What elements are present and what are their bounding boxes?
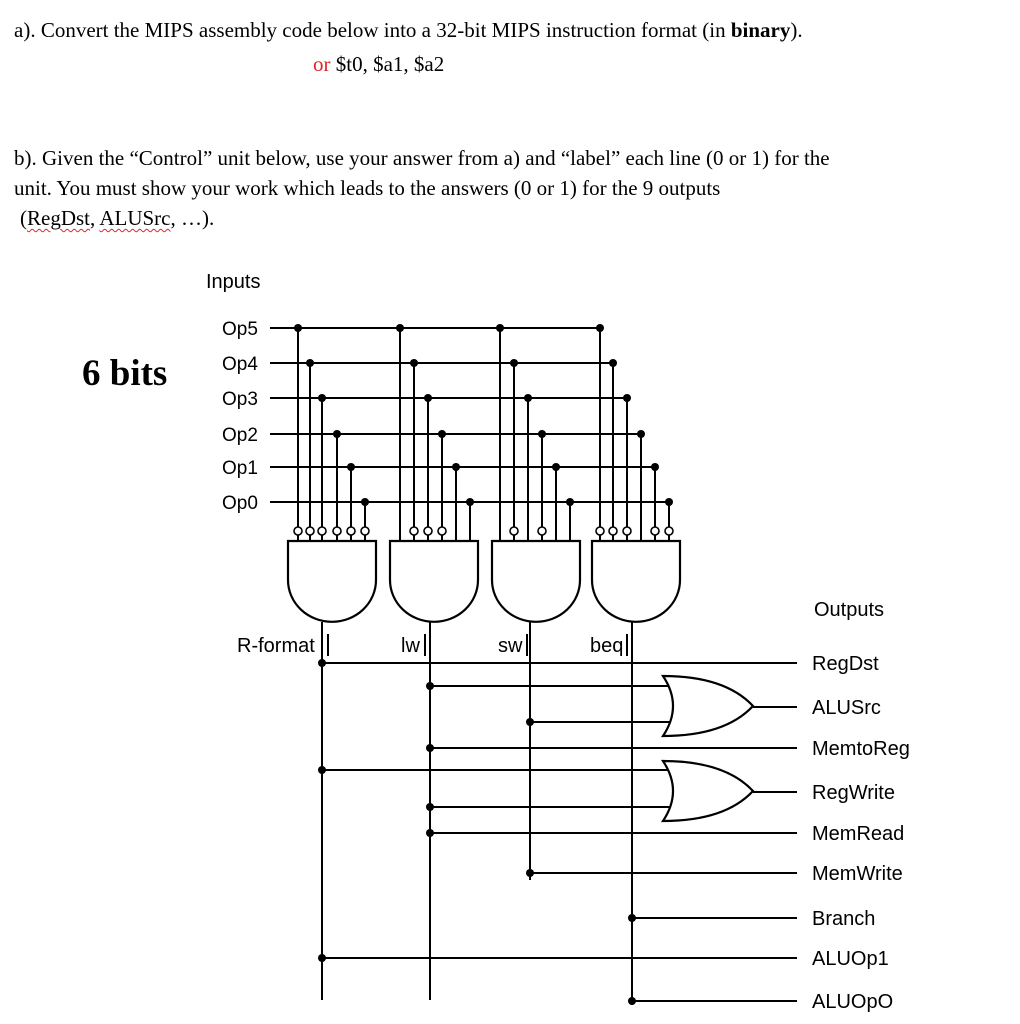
junction-dot: [426, 744, 434, 752]
input-label-op5: Op5: [222, 319, 258, 340]
output-label-branch: Branch: [812, 908, 876, 930]
inverter-bubble: [623, 527, 631, 535]
and-gate-beq: [592, 541, 680, 622]
junction-dot: [452, 463, 460, 471]
diagram-labels: [206, 271, 910, 1013]
and-gate-lw: [390, 541, 478, 622]
inverter-bubble: [410, 527, 418, 535]
junction-dot: [306, 359, 314, 367]
inverter-bubble: [347, 527, 355, 535]
output-label-memwrite: MemWrite: [812, 863, 903, 885]
junction-dot: [496, 324, 504, 332]
output-label-aluopo: ALUOpO: [812, 991, 894, 1013]
junction-dot: [510, 359, 518, 367]
inverter-bubble: [609, 527, 617, 535]
output-label-aluop1: ALUOp1: [812, 948, 889, 970]
or-gate-alusrc: [663, 676, 753, 736]
and-gate-R-format: [288, 541, 376, 622]
inverter-bubble: [318, 527, 326, 535]
question-b-line2: unit. You must show your work which leads to the answers (0 or 1) for the 9 outputs: [14, 176, 721, 200]
assembly-opcode: or: [313, 52, 331, 76]
inputs-title: Inputs: [206, 271, 261, 293]
alusrc-term: ALUSrc: [99, 206, 171, 230]
inverter-bubble: [538, 527, 546, 535]
junction-dot: [524, 394, 532, 402]
comma-sep: ,: [90, 206, 100, 230]
junction-dot: [526, 718, 534, 726]
inverter-bubble: [651, 527, 659, 535]
junction-dot: [651, 463, 659, 471]
or-gate-regwrite: [663, 761, 753, 821]
junction-dot: [628, 914, 636, 922]
input-label-op3: Op3: [222, 389, 258, 410]
junction-dot: [333, 430, 341, 438]
question-b-line1: b). Given the “Control” unit below, use your answer from a) and “label” each line (0 or 1) for the: [14, 146, 830, 170]
junction-dot: [628, 997, 636, 1005]
junction-dot: [438, 430, 446, 438]
input-label-op4: Op4: [222, 354, 258, 375]
input-label-op1: Op1: [222, 458, 258, 479]
assembly-operands: $t0, $a1, $a2: [330, 52, 445, 76]
input-label-op2: Op2: [222, 425, 258, 446]
inverter-bubble: [294, 527, 302, 535]
junction-dot: [426, 829, 434, 837]
junction-dot: [361, 498, 369, 506]
inverter-bubble: [333, 527, 341, 535]
wires: [270, 328, 797, 1005]
junction-dot: [526, 869, 534, 877]
junction-dot: [426, 682, 434, 690]
and-gates: [288, 527, 753, 821]
inverter-bubble: [596, 527, 604, 535]
junction-dot: [318, 954, 326, 962]
junction-dot: [318, 394, 326, 402]
inverter-bubble: [438, 527, 446, 535]
regdst-term: RegDst: [27, 206, 90, 230]
junction-dot: [566, 498, 574, 506]
junction-dot: [318, 766, 326, 774]
paren-close: , …).: [170, 206, 215, 230]
junction-dot: [466, 498, 474, 506]
junction-dot: [596, 324, 604, 332]
six-bits-label: 6 bits: [82, 353, 168, 394]
junction-dot: [623, 394, 631, 402]
junction-dots: [294, 324, 673, 1005]
junction-dot: [637, 430, 645, 438]
inverter-bubble: [424, 527, 432, 535]
junction-dot: [538, 430, 546, 438]
junction-dot: [347, 463, 355, 471]
junction-dot: [396, 324, 404, 332]
paren-open: (: [20, 206, 27, 230]
junction-dot: [424, 394, 432, 402]
junction-dot: [426, 803, 434, 811]
gate-label-sw: sw: [498, 635, 523, 657]
and-gate-sw: [492, 541, 580, 622]
junction-dot: [294, 324, 302, 332]
junction-dot: [665, 498, 673, 506]
gate-label-lw: lw: [401, 635, 420, 657]
output-label-regdst: RegDst: [812, 653, 879, 675]
inverter-bubble: [510, 527, 518, 535]
outputs-title: Outputs: [814, 599, 885, 621]
output-label-memread: MemRead: [812, 823, 905, 845]
question-a-text: a). Convert the MIPS assembly code below into a 32-bit MIPS instruction format (in: [14, 18, 731, 42]
output-label-alusrc: ALUSrc: [812, 697, 881, 719]
junction-dot: [609, 359, 617, 367]
junction-dot: [410, 359, 418, 367]
inverter-bubble: [665, 527, 673, 535]
inverter-bubble: [361, 527, 369, 535]
input-label-op0: Op0: [222, 493, 258, 514]
junction-dot: [552, 463, 560, 471]
question-a-bold: binary: [730, 18, 791, 42]
output-label-regwrite: RegWrite: [812, 782, 895, 804]
question-a-suffix: ).: [790, 18, 803, 42]
output-label-memtoreg: MemtoReg: [812, 738, 910, 760]
gate-label-r-format: R-format: [237, 635, 315, 657]
inverter-bubble: [306, 527, 314, 535]
gate-label-beq: beq: [590, 635, 624, 657]
junction-dot: [318, 659, 326, 667]
